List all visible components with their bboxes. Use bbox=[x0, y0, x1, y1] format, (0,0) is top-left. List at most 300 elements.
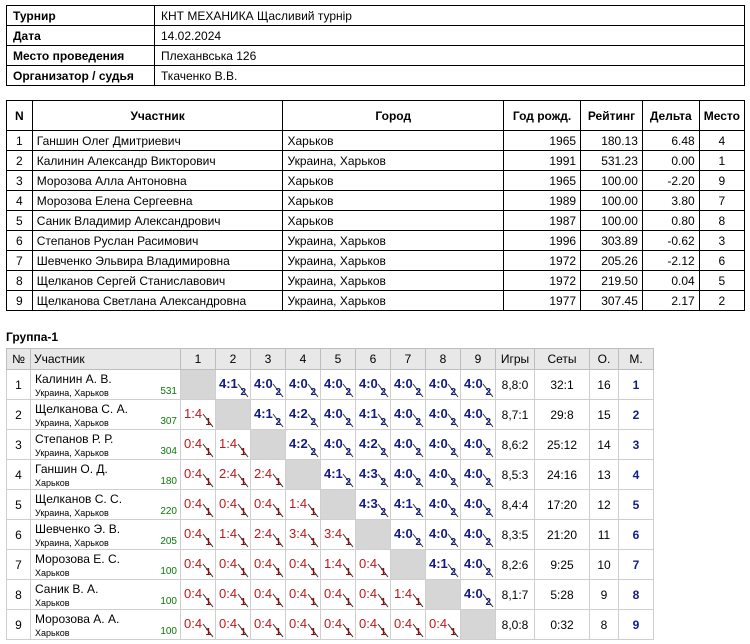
match-score: 4:0 bbox=[429, 406, 448, 421]
info-label: Место проведения bbox=[7, 46, 155, 66]
match-score: 2:4 bbox=[254, 466, 273, 481]
group-player-cell bbox=[31, 520, 181, 550]
group-sets: 17:20 bbox=[535, 490, 590, 520]
match-result-cell bbox=[216, 460, 251, 490]
participant-cell: Шевченко Эльвира Владимировна bbox=[32, 251, 283, 271]
match-points: 2 bbox=[345, 447, 351, 458]
match-score: 0:4 bbox=[219, 496, 238, 511]
participant-cell: 4 bbox=[7, 191, 33, 211]
participant-cell: 0.04 bbox=[642, 271, 699, 291]
match-score: 4:2 bbox=[289, 406, 308, 421]
player-city: Украина, Харьков bbox=[35, 508, 109, 518]
match-score: 0:4 bbox=[184, 496, 203, 511]
match-result-cell bbox=[356, 580, 391, 610]
info-label: Дата bbox=[7, 26, 155, 46]
player-city: Украина, Харьков bbox=[35, 418, 109, 428]
participant-cell: 100.00 bbox=[581, 211, 643, 231]
match-score: 4:0 bbox=[324, 406, 343, 421]
player-name: Щелканов С. С. bbox=[35, 492, 123, 506]
match-score: 4:0 bbox=[464, 376, 483, 391]
group-place: 9 bbox=[619, 610, 654, 640]
match-result-cell bbox=[216, 610, 251, 640]
participants-col-header: Дельта bbox=[642, 101, 699, 131]
participant-cell: 100.00 bbox=[581, 171, 643, 191]
match-score: 1:4 bbox=[219, 526, 238, 541]
participant-cell: 5 bbox=[7, 211, 33, 231]
participant-cell: 1972 bbox=[504, 251, 581, 271]
info-row bbox=[7, 26, 745, 46]
match-result-cell bbox=[356, 430, 391, 460]
match-score: 0:4 bbox=[429, 616, 448, 631]
participant-cell: -2.12 bbox=[642, 251, 699, 271]
group-sets: 21:20 bbox=[535, 520, 590, 550]
participant-cell: 6 bbox=[699, 251, 744, 271]
player-name: Калинин А. В. bbox=[35, 372, 112, 386]
player-rating: 100 bbox=[160, 566, 177, 577]
info-value: Ткаченко В.В. bbox=[155, 66, 745, 86]
participants-header-row bbox=[7, 101, 745, 131]
match-score: 4:0 bbox=[464, 436, 483, 451]
participant-cell: Украина, Харьков bbox=[283, 271, 504, 291]
participant-cell: 0.00 bbox=[642, 151, 699, 171]
group-col-header: 8 bbox=[426, 349, 461, 370]
group-place: 2 bbox=[619, 400, 654, 430]
match-result-cell bbox=[426, 520, 461, 550]
match-result-cell bbox=[461, 580, 496, 610]
match-result-cell bbox=[181, 460, 216, 490]
match-score: 0:4 bbox=[289, 556, 308, 571]
match-result-cell bbox=[321, 610, 356, 640]
participant-cell: Морозова Елена Сергеевна bbox=[32, 191, 283, 211]
group-place: 7 bbox=[619, 550, 654, 580]
participant-cell: 1 bbox=[699, 151, 744, 171]
match-result-cell bbox=[321, 430, 356, 460]
match-result-cell bbox=[181, 520, 216, 550]
group-place: 3 bbox=[619, 430, 654, 460]
participant-cell: Украина, Харьков bbox=[283, 251, 504, 271]
group-row bbox=[7, 520, 654, 550]
group-place: 4 bbox=[619, 460, 654, 490]
match-result-cell bbox=[216, 370, 251, 400]
participant-cell: 303.89 bbox=[581, 231, 643, 251]
group-player-cell bbox=[31, 490, 181, 520]
group-games: 8,6:2 bbox=[496, 430, 535, 460]
match-score: 0:4 bbox=[219, 556, 238, 571]
match-points: 1 bbox=[240, 627, 246, 638]
self-cell bbox=[391, 550, 426, 580]
match-score: 0:4 bbox=[254, 496, 273, 511]
match-score: 4:0 bbox=[464, 406, 483, 421]
match-score: 1:4 bbox=[219, 436, 238, 451]
participant-cell: 1965 bbox=[504, 171, 581, 191]
participant-cell: 1989 bbox=[504, 191, 581, 211]
match-score: 4:0 bbox=[394, 376, 413, 391]
participant-row bbox=[7, 211, 745, 231]
group-games: 8,7:1 bbox=[496, 400, 535, 430]
group-games: 8,3:5 bbox=[496, 520, 535, 550]
participant-row bbox=[7, 191, 745, 211]
match-result-cell bbox=[251, 610, 286, 640]
match-result-cell bbox=[391, 460, 426, 490]
match-points: 1 bbox=[240, 507, 246, 518]
match-score: 0:4 bbox=[289, 616, 308, 631]
match-result-cell bbox=[321, 550, 356, 580]
match-result-cell bbox=[181, 490, 216, 520]
match-score: 4:0 bbox=[324, 376, 343, 391]
group-row bbox=[7, 490, 654, 520]
match-points: 2 bbox=[310, 387, 316, 398]
match-points: 1 bbox=[240, 597, 246, 608]
group-sets: 29:8 bbox=[535, 400, 590, 430]
match-score: 4:2 bbox=[289, 436, 308, 451]
player-city: Украина, Харьков bbox=[35, 388, 109, 398]
match-result-cell bbox=[286, 520, 321, 550]
match-score: 0:4 bbox=[184, 586, 203, 601]
match-result-cell bbox=[356, 460, 391, 490]
group-games: 8,0:8 bbox=[496, 610, 535, 640]
player-city: Украина, Харьков bbox=[35, 448, 109, 458]
match-points: 2 bbox=[450, 567, 456, 578]
group-col-header: Сеты bbox=[535, 349, 590, 370]
match-result-cell bbox=[181, 550, 216, 580]
match-result-cell bbox=[251, 460, 286, 490]
match-points: 2 bbox=[450, 447, 456, 458]
match-result-cell bbox=[461, 400, 496, 430]
match-score: 4:0 bbox=[429, 526, 448, 541]
participant-row bbox=[7, 271, 745, 291]
match-result-cell bbox=[426, 400, 461, 430]
match-points: 2 bbox=[450, 387, 456, 398]
group-player-cell bbox=[31, 430, 181, 460]
match-score: 4:3 bbox=[359, 466, 378, 481]
match-result-cell bbox=[356, 370, 391, 400]
group-player-cell bbox=[31, 460, 181, 490]
match-points: 2 bbox=[380, 477, 386, 488]
match-points: 2 bbox=[485, 387, 491, 398]
match-score: 1:4 bbox=[289, 496, 308, 511]
match-result-cell bbox=[216, 430, 251, 460]
match-score: 4:0 bbox=[394, 406, 413, 421]
player-city: Харьков bbox=[35, 478, 70, 488]
match-points: 1 bbox=[380, 627, 386, 638]
player-name: Шевченко Э. В. bbox=[35, 522, 121, 536]
participant-cell: Щелканов Сергей Станиславович bbox=[32, 271, 283, 291]
match-points: 2 bbox=[450, 507, 456, 518]
match-points: 2 bbox=[485, 447, 491, 458]
participant-cell: 1991 bbox=[504, 151, 581, 171]
match-result-cell bbox=[356, 550, 391, 580]
match-points: 1 bbox=[310, 537, 316, 548]
match-points: 2 bbox=[415, 507, 421, 518]
match-result-cell bbox=[321, 580, 356, 610]
group-row-number: 8 bbox=[7, 580, 31, 610]
participants-col-header: Место bbox=[699, 101, 744, 131]
participant-cell: 531.23 bbox=[581, 151, 643, 171]
match-score: 4:1 bbox=[324, 466, 343, 481]
match-points: 2 bbox=[380, 507, 386, 518]
match-points: 2 bbox=[485, 567, 491, 578]
participant-cell: 1965 bbox=[504, 131, 581, 151]
match-score: 4:0 bbox=[464, 556, 483, 571]
match-points: 1 bbox=[275, 597, 281, 608]
group-row bbox=[7, 460, 654, 490]
match-result-cell bbox=[321, 400, 356, 430]
match-score: 4:0 bbox=[324, 436, 343, 451]
match-score: 2:4 bbox=[254, 526, 273, 541]
match-points: 2 bbox=[415, 477, 421, 488]
match-points: 2 bbox=[380, 447, 386, 458]
match-points: 2 bbox=[450, 477, 456, 488]
match-result-cell bbox=[216, 490, 251, 520]
match-points: 1 bbox=[205, 447, 211, 458]
participant-cell: 9 bbox=[699, 171, 744, 191]
match-result-cell bbox=[216, 520, 251, 550]
group-games: 8,8:0 bbox=[496, 370, 535, 400]
self-cell bbox=[181, 370, 216, 400]
match-result-cell bbox=[251, 550, 286, 580]
match-points: 1 bbox=[240, 477, 246, 488]
match-result-cell bbox=[426, 460, 461, 490]
match-score: 1:4 bbox=[394, 586, 413, 601]
info-row bbox=[7, 46, 745, 66]
group-points: 8 bbox=[590, 610, 619, 640]
participant-cell: 1996 bbox=[504, 231, 581, 251]
match-points: 2 bbox=[310, 417, 316, 428]
participant-cell: 205.26 bbox=[581, 251, 643, 271]
match-result-cell bbox=[391, 610, 426, 640]
player-rating: 220 bbox=[160, 506, 177, 517]
match-points: 2 bbox=[415, 447, 421, 458]
match-points: 1 bbox=[310, 567, 316, 578]
self-cell bbox=[216, 400, 251, 430]
participant-cell: Харьков bbox=[283, 131, 504, 151]
group-row-number: 3 bbox=[7, 430, 31, 460]
match-score: 4:0 bbox=[429, 436, 448, 451]
participant-cell: Ганшин Олег Дмитриевич bbox=[32, 131, 283, 151]
participant-cell: 3.80 bbox=[642, 191, 699, 211]
participant-cell: Украина, Харьков bbox=[283, 291, 504, 311]
match-score: 0:4 bbox=[254, 586, 273, 601]
match-score: 4:0 bbox=[464, 526, 483, 541]
match-score: 4:3 bbox=[359, 496, 378, 511]
group-sets: 32:1 bbox=[535, 370, 590, 400]
participant-cell: 1977 bbox=[504, 291, 581, 311]
group-games: 8,4:4 bbox=[496, 490, 535, 520]
match-result-cell bbox=[286, 490, 321, 520]
group-place: 5 bbox=[619, 490, 654, 520]
match-score: 4:0 bbox=[359, 376, 378, 391]
match-score: 0:4 bbox=[184, 526, 203, 541]
group-col-header: 4 bbox=[286, 349, 321, 370]
participant-cell: 1987 bbox=[504, 211, 581, 231]
match-result-cell bbox=[426, 430, 461, 460]
player-city: Украина, Харьков bbox=[35, 538, 109, 548]
group-games: 8,5:3 bbox=[496, 460, 535, 490]
match-points: 1 bbox=[310, 597, 316, 608]
match-result-cell bbox=[181, 400, 216, 430]
participant-cell: Степанов Руслан Расимович bbox=[32, 231, 283, 251]
match-score: 4:0 bbox=[289, 376, 308, 391]
group-row bbox=[7, 430, 654, 460]
match-result-cell bbox=[461, 430, 496, 460]
match-points: 2 bbox=[415, 417, 421, 428]
self-cell bbox=[286, 460, 321, 490]
player-city: Харьков bbox=[35, 628, 70, 638]
match-points: 2 bbox=[380, 387, 386, 398]
participant-row bbox=[7, 231, 745, 251]
participant-row bbox=[7, 131, 745, 151]
participants-table bbox=[6, 100, 745, 311]
match-points: 2 bbox=[345, 477, 351, 488]
group-sets: 25:12 bbox=[535, 430, 590, 460]
match-score: 4:0 bbox=[429, 376, 448, 391]
match-score: 0:4 bbox=[184, 556, 203, 571]
match-result-cell bbox=[216, 550, 251, 580]
group-col-header: 5 bbox=[321, 349, 356, 370]
match-score: 3:4 bbox=[289, 526, 308, 541]
match-points: 1 bbox=[275, 537, 281, 548]
participant-cell: 7 bbox=[7, 251, 33, 271]
match-score: 0:4 bbox=[394, 616, 413, 631]
match-points: 2 bbox=[485, 507, 491, 518]
match-result-cell bbox=[321, 460, 356, 490]
match-result-cell bbox=[321, 520, 356, 550]
participant-cell: 4 bbox=[699, 131, 744, 151]
match-result-cell bbox=[286, 550, 321, 580]
match-score: 4:0 bbox=[394, 526, 413, 541]
match-points: 2 bbox=[485, 477, 491, 488]
player-rating: 531 bbox=[160, 386, 177, 397]
match-score: 0:4 bbox=[324, 616, 343, 631]
match-result-cell bbox=[461, 490, 496, 520]
participant-cell: 2.17 bbox=[642, 291, 699, 311]
player-name: Щелканова С. А. bbox=[35, 402, 128, 416]
player-rating: 100 bbox=[160, 626, 177, 637]
participant-cell: 0.80 bbox=[642, 211, 699, 231]
group-row-number: 6 bbox=[7, 520, 31, 550]
group-row bbox=[7, 370, 654, 400]
match-points: 1 bbox=[240, 567, 246, 578]
participant-cell: Харьков bbox=[283, 171, 504, 191]
match-points: 1 bbox=[415, 627, 421, 638]
self-cell bbox=[321, 490, 356, 520]
self-cell bbox=[461, 610, 496, 640]
group-place: 1 bbox=[619, 370, 654, 400]
group-points: 13 bbox=[590, 460, 619, 490]
match-points: 1 bbox=[310, 507, 316, 518]
match-result-cell bbox=[391, 400, 426, 430]
match-result-cell bbox=[181, 430, 216, 460]
match-points: 1 bbox=[415, 597, 421, 608]
match-score: 4:1 bbox=[429, 556, 448, 571]
match-result-cell bbox=[356, 610, 391, 640]
group-points: 10 bbox=[590, 550, 619, 580]
match-result-cell bbox=[426, 550, 461, 580]
group-points: 14 bbox=[590, 430, 619, 460]
match-result-cell bbox=[286, 370, 321, 400]
match-score: 0:4 bbox=[359, 616, 378, 631]
participant-cell: Калинин Александр Викторович bbox=[32, 151, 283, 171]
match-result-cell bbox=[461, 550, 496, 580]
participant-cell: -0.62 bbox=[642, 231, 699, 251]
match-result-cell bbox=[251, 520, 286, 550]
match-points: 2 bbox=[345, 387, 351, 398]
participant-row bbox=[7, 291, 745, 311]
group-row bbox=[7, 550, 654, 580]
group-points: 16 bbox=[590, 370, 619, 400]
group-player-cell bbox=[31, 580, 181, 610]
player-rating: 307 bbox=[160, 416, 177, 427]
group-player-cell bbox=[31, 370, 181, 400]
match-points: 1 bbox=[310, 627, 316, 638]
info-label: Организатор / судья bbox=[7, 66, 155, 86]
match-points: 2 bbox=[450, 537, 456, 548]
participant-cell: Харьков bbox=[283, 191, 504, 211]
group-header-row bbox=[7, 349, 654, 370]
group-col-header: 9 bbox=[461, 349, 496, 370]
participant-cell: 100.00 bbox=[581, 191, 643, 211]
match-points: 1 bbox=[240, 537, 246, 548]
match-score: 4:0 bbox=[429, 466, 448, 481]
participant-cell: 6 bbox=[7, 231, 33, 251]
group-points: 9 bbox=[590, 580, 619, 610]
match-result-cell bbox=[426, 490, 461, 520]
group-games: 8,1:7 bbox=[496, 580, 535, 610]
match-result-cell bbox=[251, 490, 286, 520]
match-points: 2 bbox=[415, 387, 421, 398]
match-points: 1 bbox=[275, 477, 281, 488]
match-score: 4:0 bbox=[464, 586, 483, 601]
player-name: Степанов Р. Р. bbox=[35, 432, 114, 446]
match-points: 2 bbox=[485, 537, 491, 548]
group-games: 8,2:6 bbox=[496, 550, 535, 580]
participant-cell: 5 bbox=[699, 271, 744, 291]
player-rating: 304 bbox=[160, 446, 177, 457]
group-col-header: Участник bbox=[31, 349, 181, 370]
match-result-cell bbox=[391, 370, 426, 400]
match-points: 1 bbox=[205, 507, 211, 518]
match-points: 2 bbox=[485, 417, 491, 428]
group-player-cell bbox=[31, 610, 181, 640]
match-points: 2 bbox=[275, 387, 281, 398]
group-player-cell bbox=[31, 400, 181, 430]
match-points: 1 bbox=[345, 537, 351, 548]
match-score: 0:4 bbox=[184, 436, 203, 451]
participant-cell: Украина, Харьков bbox=[283, 151, 504, 171]
match-result-cell bbox=[356, 400, 391, 430]
match-result-cell bbox=[321, 370, 356, 400]
match-score: 4:1 bbox=[254, 406, 273, 421]
match-result-cell bbox=[286, 580, 321, 610]
match-points: 1 bbox=[380, 567, 386, 578]
player-name: Ганшин О. Д. bbox=[35, 462, 108, 476]
match-score: 0:4 bbox=[219, 616, 238, 631]
participant-cell: 180.13 bbox=[581, 131, 643, 151]
participant-cell: 3 bbox=[7, 171, 33, 191]
participant-row bbox=[7, 171, 745, 191]
player-name: Морозова Е. С. bbox=[35, 552, 120, 566]
match-result-cell bbox=[181, 580, 216, 610]
match-score: 4:2 bbox=[359, 436, 378, 451]
match-result-cell bbox=[461, 520, 496, 550]
player-name: Саник В. А. bbox=[35, 582, 99, 596]
match-score: 0:4 bbox=[254, 556, 273, 571]
match-result-cell bbox=[251, 400, 286, 430]
group-place: 8 bbox=[619, 580, 654, 610]
match-points: 1 bbox=[205, 627, 211, 638]
group-col-header: № bbox=[7, 349, 31, 370]
group-col-header: 2 bbox=[216, 349, 251, 370]
